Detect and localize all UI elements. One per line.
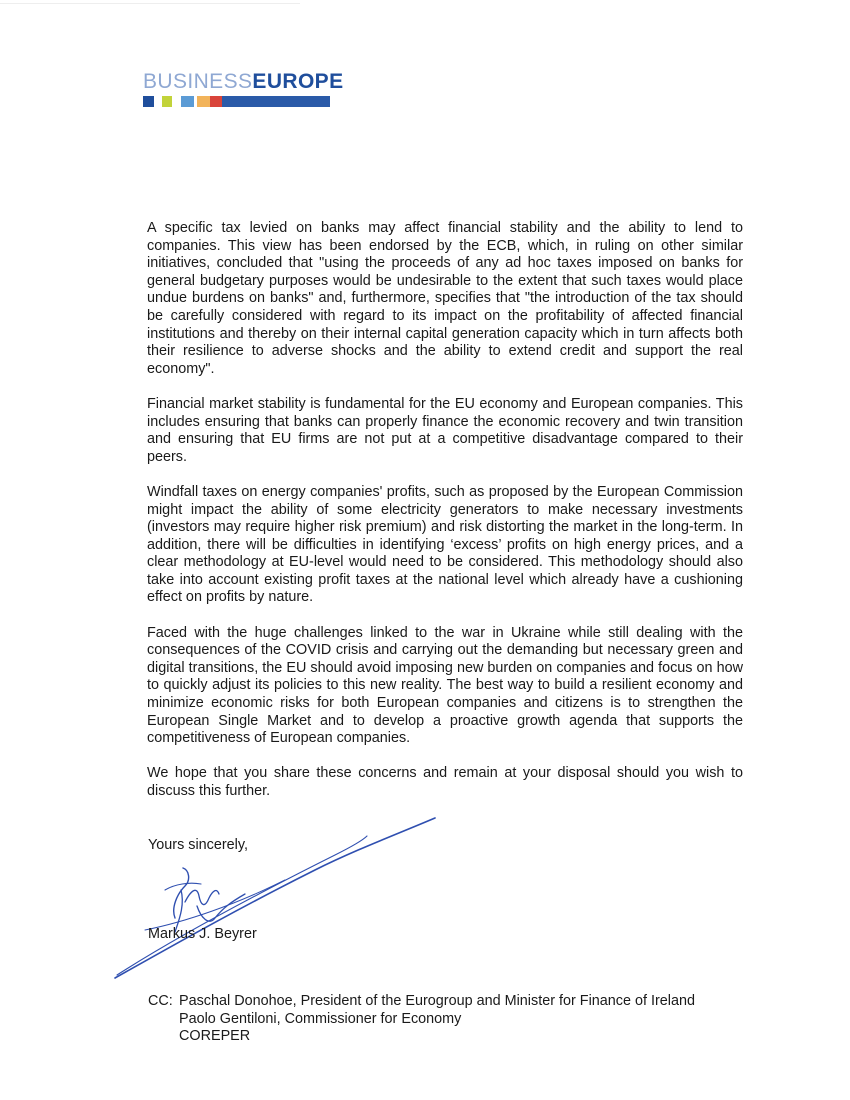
- logo-bar-segment: [143, 96, 154, 107]
- paragraph-market-stability: Financial market stability is fundamental for the EU economy and European companies. This includes ensuring that banks can properly finance the economic recovery and twin transition and ensuring that EU firms are not put at a competitive disadvantage compared to their peers.: [147, 395, 743, 465]
- logo-bar-segment: [181, 96, 194, 107]
- logo-word-europe: EUROPE: [252, 70, 344, 93]
- cc-label: CC:: [148, 993, 173, 1009]
- logo-color-bar: [143, 96, 330, 107]
- cc-recipient: COREPER: [179, 1028, 251, 1044]
- paragraph-challenges: Faced with the huge challenges linked to the war in Ukraine while still dealing with the consequences of the COVID crisis and carrying out the demanding but necessary green and digital transitions, the EU should avoid imposing new burden on companies and focus on how to quickly adjust its policies to this new reality. The best way to build a resilient economy and minimize economic risks for both European companies and citizens is to strengthen the European Single Market and to develop a proactive growth agenda that supports the competitiveness of European companies.: [147, 624, 743, 747]
- logo-bar-segment: [210, 96, 222, 107]
- letter-body: [147, 220, 743, 818]
- logo-bar-segment: [162, 96, 172, 107]
- logo-word-business: BUSINESS: [143, 70, 253, 93]
- paragraph-bank-tax: A specific tax levied on banks may affect financial stability and the ability to lend to companies. This view has been endorsed by the ECB, which, in ruling on other similar initiatives, concluded that "using the proceeds of any ad hoc taxes imposed on banks for general budgetary purposes would be undesirable to the extent that such taxes would place undue burdens on banks" and, furthermore, specifies that "the introduction of the tax should be carefully considered with regard to its impact on the profitability of affected financial institutions and thereby on their internal capital generation capacity which in turn affects both their resilience to adverse shocks and the ability to extend credit and support the real economy".: [147, 220, 743, 377]
- logo-bar-segment: [222, 96, 330, 107]
- signer-name: Markus J. Beyrer: [148, 926, 257, 942]
- paragraph-concerns: We hope that you share these concerns and remain at your disposal should you wish to discuss this further.: [147, 765, 743, 799]
- logo-wordmark: [143, 70, 344, 94]
- closing-salutation: Yours sincerely,: [148, 837, 248, 853]
- businesseurope-logo: [143, 70, 344, 107]
- cc-recipient: Paolo Gentiloni, Commissioner for Economy: [179, 1010, 462, 1027]
- logo-bar-segment: [197, 96, 210, 107]
- paragraph-windfall-taxes: Windfall taxes on energy companies' profits, such as proposed by the European Commission might impact the ability of some electricity generators to make necessary investments (investors may require higher risk premium) and risk distorting the market in the long-term. In addition, there will be difficulties in identifying ‘excess’ profits on high energy prices, and a clear methodology at EU-level would need to be considered. This methodology should also take into account existing profit taxes at the national level which already have a cushioning effect on profits by nature.: [147, 483, 743, 606]
- cc-recipient: Paschal Donohoe, President of the Eurogroup and Minister for Finance of Ireland: [179, 993, 695, 1009]
- handwritten-signature: [105, 810, 445, 990]
- scan-edge-line: [0, 3, 300, 4]
- cc-line-first: [148, 993, 695, 1011]
- cc-block: [148, 993, 695, 1046]
